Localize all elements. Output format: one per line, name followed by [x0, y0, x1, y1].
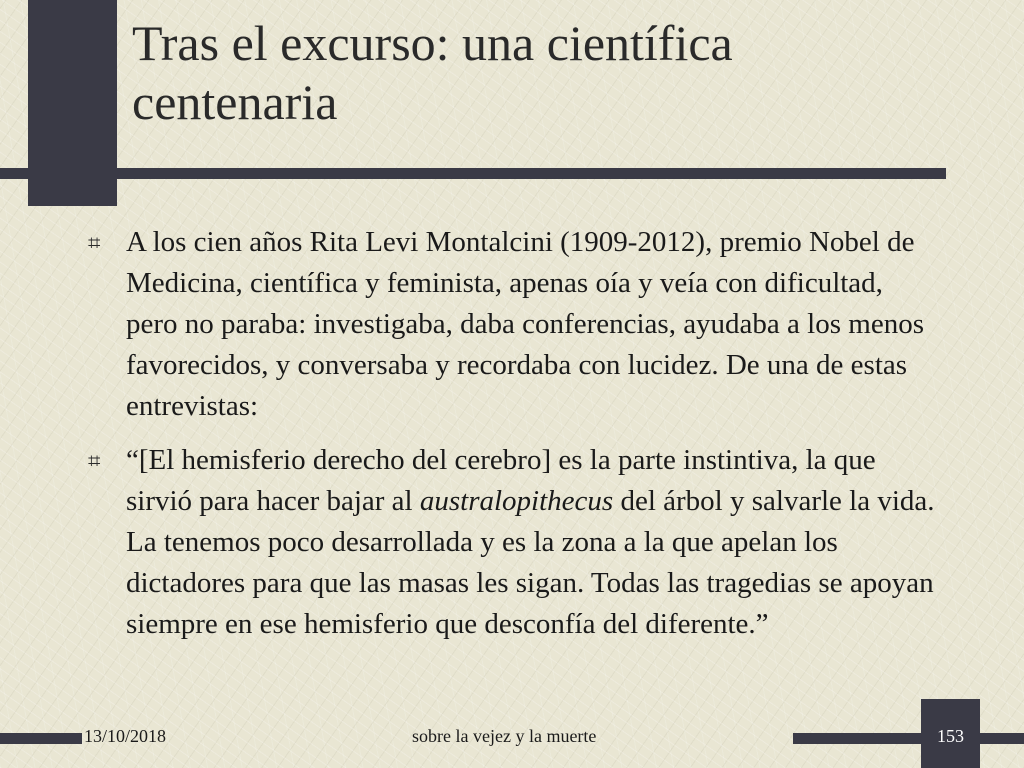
- hash-bullet-icon: ⌗: [88, 448, 101, 473]
- footer-bar-right: [793, 733, 921, 744]
- page-number: 153: [937, 726, 964, 746]
- quote-text-before: “[El hemisferio derecho del cerebro] es la parte instintiva, la que sirvió para hacer bajar al: [126, 444, 876, 517]
- footer-bar-left: [0, 733, 82, 744]
- footer-bar-far-right: [980, 733, 1024, 744]
- bullet-quote: [126, 440, 938, 645]
- bullet-item: [88, 222, 938, 427]
- bullet-item: [88, 440, 938, 645]
- footer-topic: sobre la vejez y la muerte: [412, 726, 597, 746]
- slide-title: [132, 14, 992, 132]
- slide-title-line-2: centenaria: [132, 74, 338, 130]
- hash-bullet-icon: ⌗: [88, 230, 101, 255]
- bullet-text: A los cien años Rita Levi Montalcini (1909-2012), premio Nobel de Medicina, científica y feminista, apenas oía y veía con dificultad, pero no paraba: investigaba, daba conferencias, ayudaba a los menos favorecidos, y conversaba y recordaba con lucidez. De una de estas entrevistas:: [126, 226, 924, 422]
- slide-title-line-1: Tras el excurso: una científica: [132, 15, 733, 71]
- title-divider-bar: [0, 168, 946, 179]
- quote-italic-term: australopithecus: [419, 485, 614, 517]
- slide-body: [88, 222, 938, 658]
- quote-text-after: del árbol y salvarle la vida. La tenemos poco desarrollada y es la zona a la que apelan los dictadores para que las masas les sigan. Todas las tragedias se apoyan siempre en ese hemisferio que desconfía del diferente.”: [126, 485, 935, 640]
- footer-date: 13/10/2018: [84, 726, 167, 746]
